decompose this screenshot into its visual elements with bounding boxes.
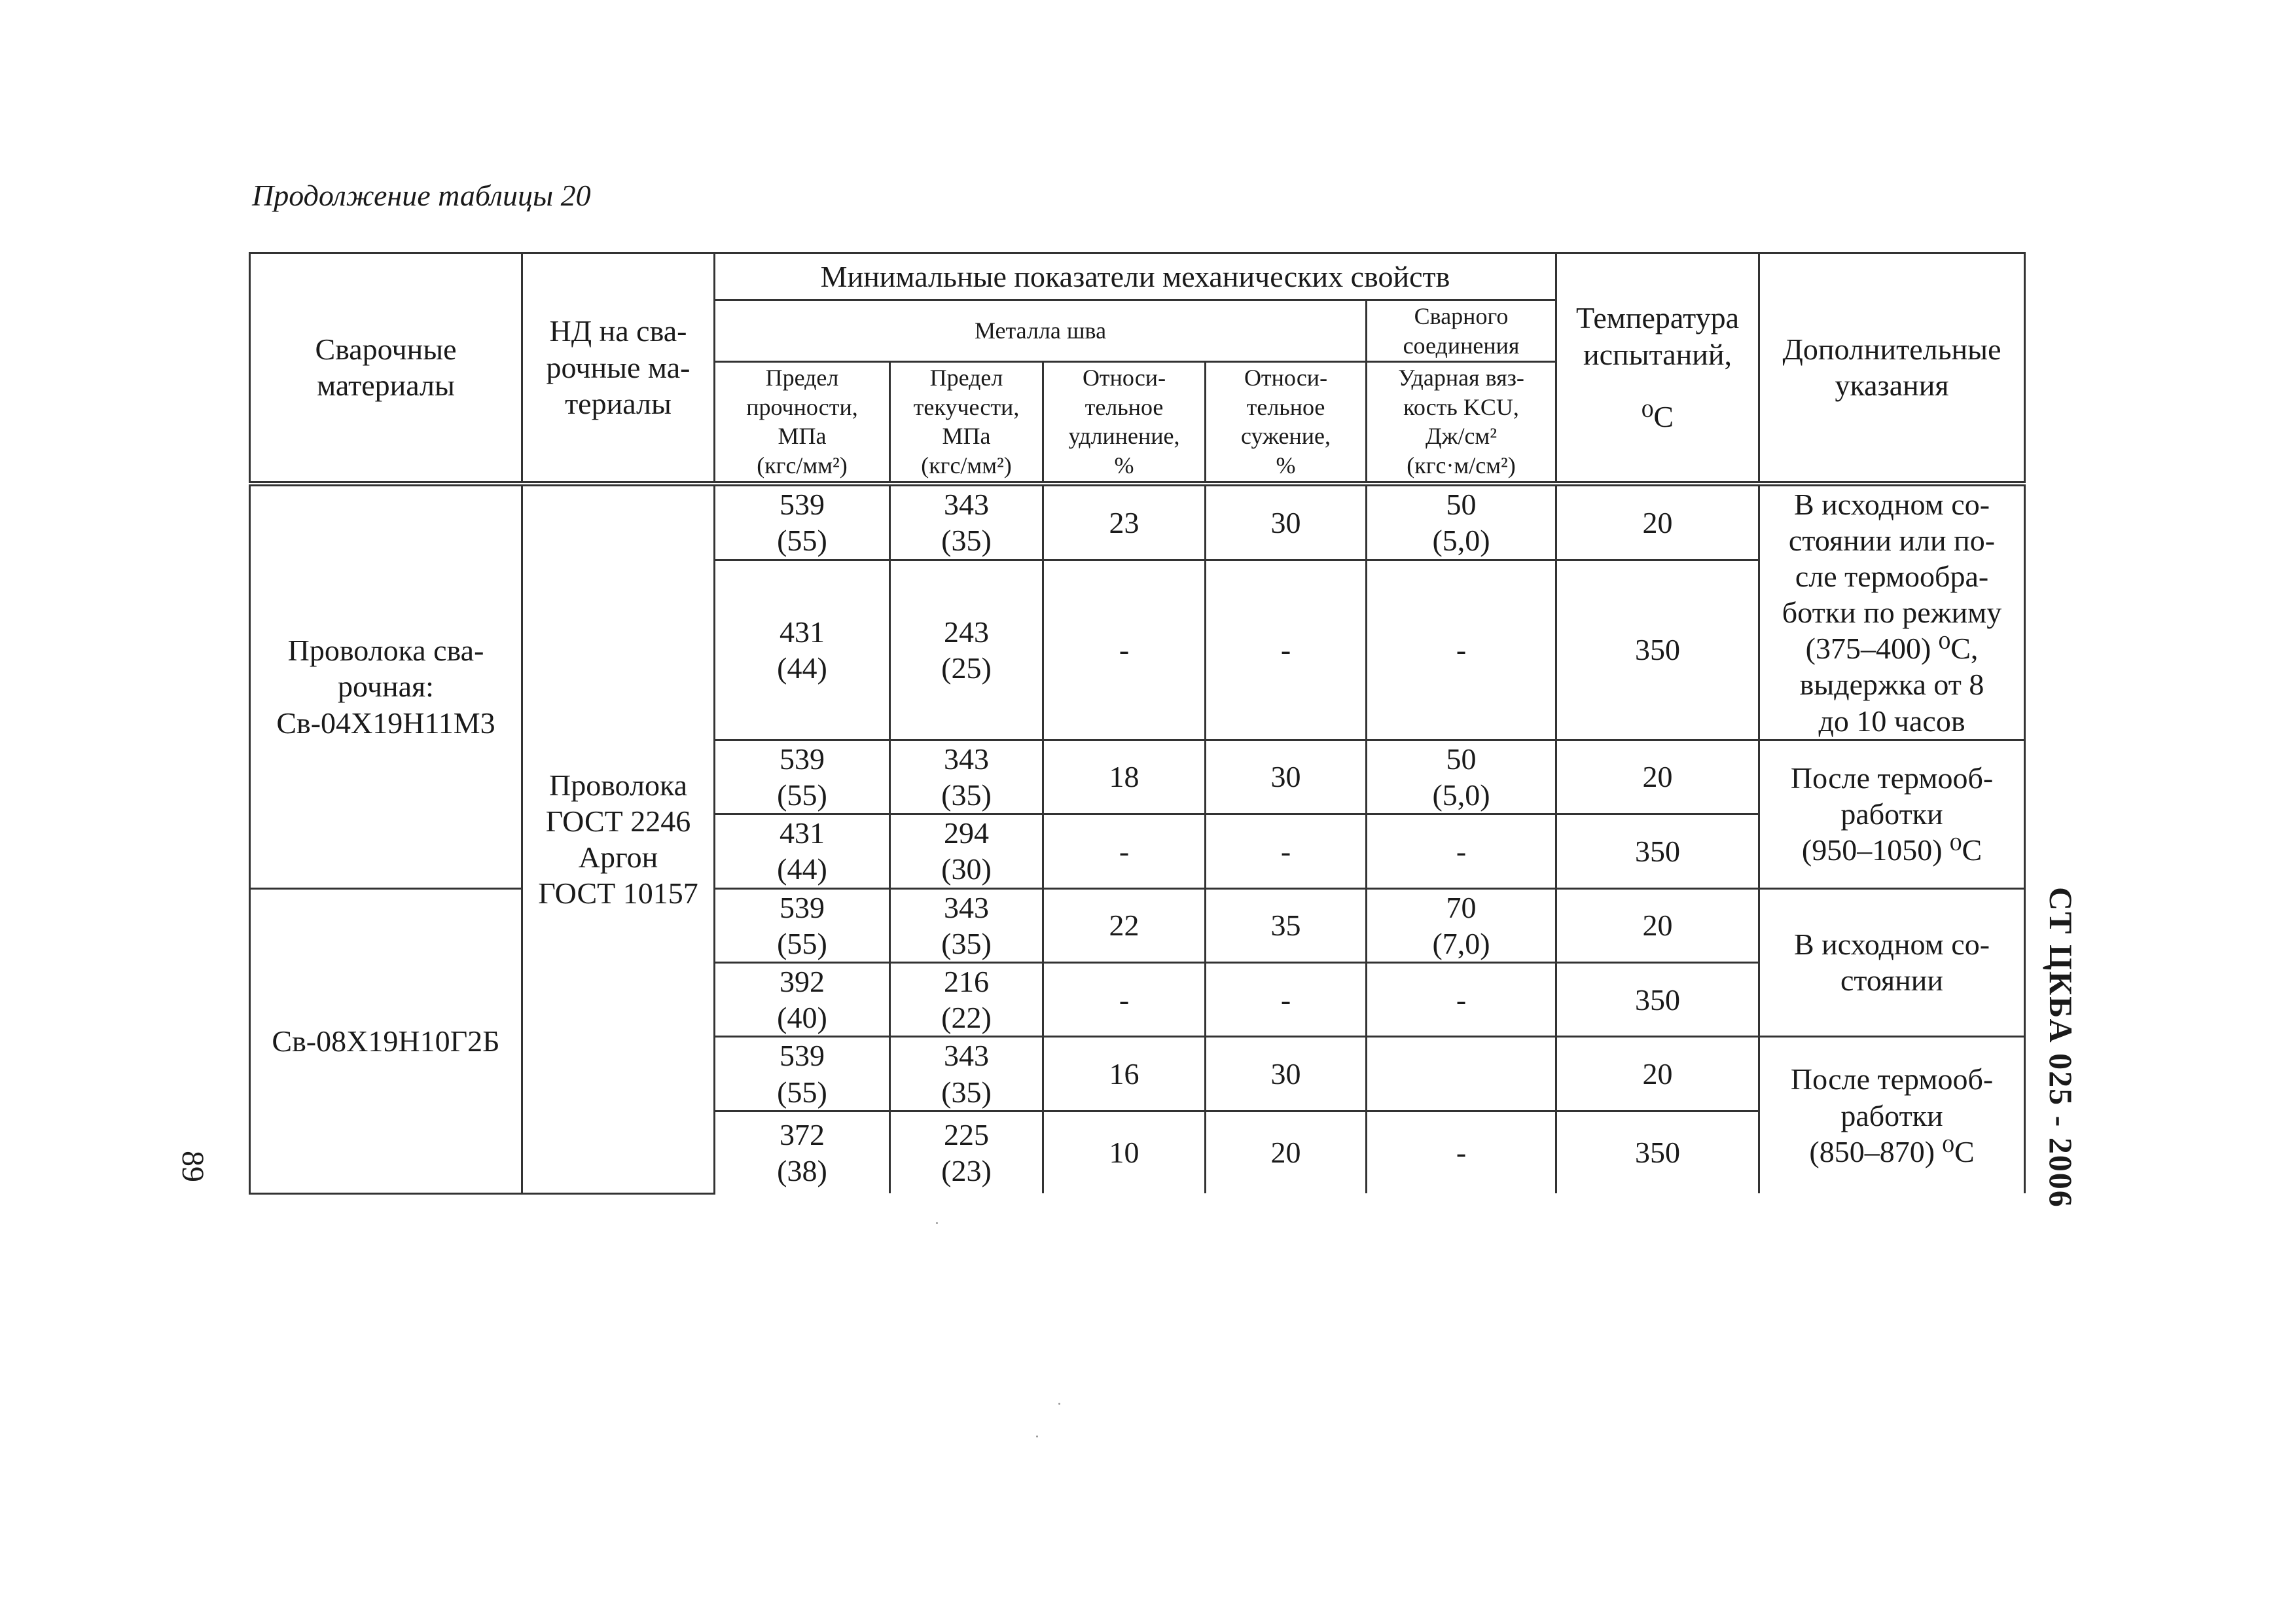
nd-cell: Проволока ГОСТ 2246 Аргон ГОСТ 10157 [522,484,715,1194]
temperature-cell: 350 [1556,560,1759,740]
impact-cell [1367,1037,1556,1111]
temperature-cell: 20 [1556,484,1759,560]
impact-cell: - [1367,814,1556,888]
tensile-cell: 539 (55) [715,888,890,962]
tensile-cell: 431 (44) [715,560,890,740]
header-impact: Ударная вяз- кость KCU, Дж/см² (кгс·м/см²) [1367,362,1556,484]
elongation-cell: 10 [1043,1111,1206,1193]
reduction-cell: - [1206,560,1367,740]
scan-speck [936,1222,938,1224]
header-min-props: Минимальные показатели механических свойств [715,253,1556,300]
header-welding-materials: Сварочные материалы [250,253,522,484]
table-row [250,888,2025,962]
yield-cell: 343 (35) [890,484,1043,560]
temperature-cell: 350 [1556,814,1759,888]
notes-cell-1: В исходном со- стоянии или по- сле термообра- ботки по режиму (375–400) ⁰С, выдержка от 8 до 10 часов [1759,484,2025,740]
elongation-cell: - [1043,814,1206,888]
impact-cell: - [1367,560,1556,740]
header-notes: Дополнительные указания [1759,253,2025,484]
temperature-cell: 20 [1556,888,1759,962]
temperature-cell: 350 [1556,1111,1759,1193]
reduction-cell: 30 [1206,484,1367,560]
reduction-cell: 20 [1206,1111,1367,1193]
table-caption: Продолжение таблицы 20 [252,179,591,212]
reduction-cell: 30 [1206,1037,1367,1111]
tensile-cell: 539 (55) [715,1037,890,1111]
impact-cell: 50 (5,0) [1367,740,1556,814]
notes-cell-3: В исходном со- стоянии [1759,888,2025,1037]
yield-cell: 294 (30) [890,814,1043,888]
yield-cell: 216 (22) [890,962,1043,1036]
elongation-cell: - [1043,962,1206,1036]
notes-cell-2: После термооб- работки (950–1050) ⁰С [1759,740,2025,888]
impact-cell: 50 (5,0) [1367,484,1556,560]
reduction-cell: - [1206,962,1367,1036]
reduction-cell: 30 [1206,740,1367,814]
mechanical-properties-table [249,252,2026,1195]
tensile-cell: 539 (55) [715,740,890,814]
elongation-cell: 16 [1043,1037,1206,1111]
scan-speck [1036,1435,1038,1437]
header-temperature: Температура испытаний, ⁰С [1556,253,1759,484]
temperature-cell: 20 [1556,740,1759,814]
yield-cell: 225 (23) [890,1111,1043,1193]
elongation-cell: - [1043,560,1206,740]
notes-cell-4: После термооб- работки (850–870) ⁰С [1759,1037,2025,1193]
impact-cell: 70 (7,0) [1367,888,1556,962]
reduction-cell: 35 [1206,888,1367,962]
elongation-cell: 22 [1043,888,1206,962]
elongation-cell: 23 [1043,484,1206,560]
tensile-cell: 372 (38) [715,1111,890,1193]
reduction-cell: - [1206,814,1367,888]
header-tensile: Предел прочности, МПа (кгс/мм²) [715,362,890,484]
header-weld-metal: Металла шва [715,300,1367,362]
material-cell-2: Св-08Х19Н10Г2Б [250,888,522,1193]
impact-cell: - [1367,1111,1556,1193]
yield-cell: 343 (35) [890,1037,1043,1111]
material-cell-1: Проволока сва- рочная: Св-04Х19Н11М3 [250,484,522,889]
temperature-cell: 350 [1556,962,1759,1036]
header-reduction: Относи- тельное сужение, % [1206,362,1367,484]
impact-cell: - [1367,962,1556,1036]
header-elongation: Относи- тельное удлинение, % [1043,362,1206,484]
document-code: СТ ЦКБА 025 - 2006 [2043,887,2079,1208]
header-row-1 [250,253,2025,300]
header-weld-joint: Сварного соединения [1367,300,1556,362]
table-row [250,484,2025,560]
header-yield: Предел текучести, МПа (кгс/мм²) [890,362,1043,484]
page-number: 89 [175,1151,210,1182]
header-nd: НД на сва-рочные ма-териалы [522,253,715,484]
yield-cell: 243 (25) [890,560,1043,740]
tensile-cell: 539 (55) [715,484,890,560]
elongation-cell: 18 [1043,740,1206,814]
yield-cell: 343 (35) [890,740,1043,814]
tensile-cell: 392 (40) [715,962,890,1036]
yield-cell: 343 (35) [890,888,1043,962]
scan-speck [1058,1403,1060,1405]
temperature-cell: 20 [1556,1037,1759,1111]
tensile-cell: 431 (44) [715,814,890,888]
